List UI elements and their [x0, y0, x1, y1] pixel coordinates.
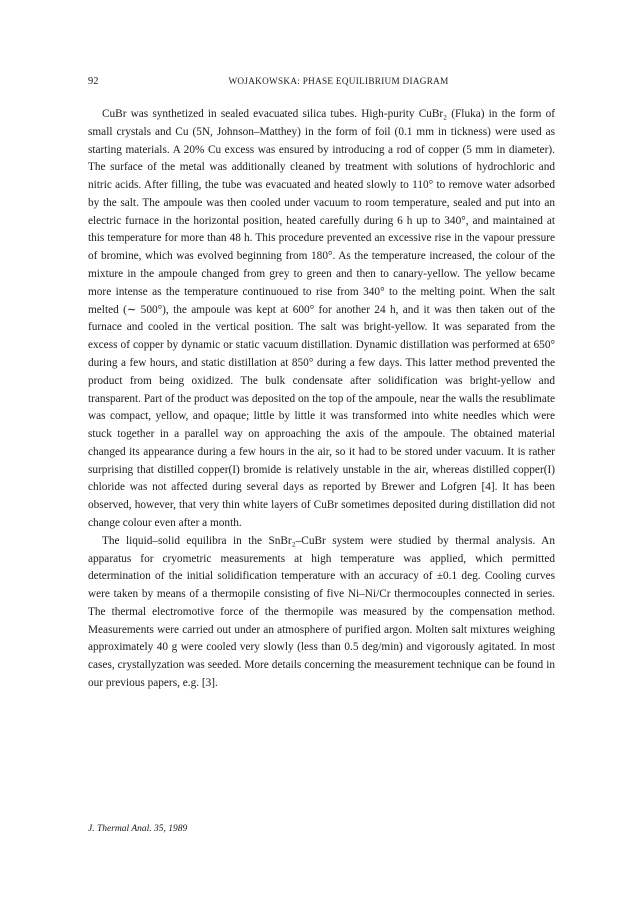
paragraph-synthesis: CuBr was synthetized in sealed evacuated silica tubes. High-purity CuBr₂ (Fluka) in the form of small crystals and Cu (5N, Johnson–Matthey) in the form of foil (0.1 mm in tickness) were used as starting materials. A 20% Cu excess was ensured by introducing a rod of copper (5 mm in diameter). The surface of the metal was additionally cleaned by treatment with solutions of hydrochloric and nitric acids. After filling, the tube was evacuated and heated slowly to 110° to remove water adsorbed by the salt. The ampoule was then cooled under vacuum to room temperature, sealed and put into an electric furnace in the horizontal position, heated carefully during 6 h up to 340°, and maintained at this temperature for more than 48 h. This procedure prevented an excessive rise in the vapour pressure of bromine, which was evolved beginning from 180°. As the temperature increased, the colour of the mixture in the ampoule changed from grey to green and then to canary-yellow. The yellow became more intense as the temperature continuoued to rise from 340° to the melting point. When the salt melted (∼ 500°), the ampoule was kept at 600° for another 24 h, and it was then taken out of the furnace and cooled in the vertical position. The salt was bright-yellow. It was separated from the excess of copper by dynamic or static vacuum distillation. Dynamic distillation was performed at 650° during a few hours, and static distillation at 850° during a few days. This latter method prevented the product from being oxidized. The bulk condensate after solidification was bright-yellow and transparent. Part of the product was deposited on the top of the ampoule, near the walls the resublimate was compact, yellow, and opaque; little by little it was transformed into white needles which were stuck together in a parallel way on approaching the axis of the ampoule. The obtained material changed its appearance during a few hours in the air, so it had to be stored under vacuum. It is rather surprising that distilled copper(I) bromide is relatively unstable in the air, whereas distilled copper(I) chloride was not affected during several days as reported by Brewer and Lofgren [4]. It has been observed, however, that very thin white layers of CuBr sometimes deposited during distillation did not change colour even after a month. [88, 108, 555, 529]
running-title: WOJAKOWSKA: PHASE EQUILIBRIUM DIAGRAM [228, 76, 449, 86]
journal-citation-footer: J. Thermal Anal. 35, 1989 [88, 824, 188, 834]
page-number: 92 [88, 76, 99, 87]
paragraph-thermal-analysis: The liquid–solid equilibra in the SnBr₂–CuBr system were studied by thermal analysis. An apparatus for cryometric measurements at high temperature was applied, which permitted determination of the initial solidification temperature with an accuracy of ±0.1 deg. Cooling curves were taken by means of a thermopile consisting of five Ni–Ni/Cr thermocouples connected in series. The thermal electromotive force of the thermopile was measured by the compensation method. Measurements were carried out under an atmosphere of purified argon. Molten salt mixtures weighing approximately 40 g were cooled very slowly (less than 0.5 deg/min) and vigorously agitated. In most cases, crystallyzation was seeded. More details concerning the measurement technique can be found in our previous papers, e.g. [3]. [88, 534, 555, 689]
article-body [88, 106, 555, 693]
page-header [0, 76, 643, 92]
